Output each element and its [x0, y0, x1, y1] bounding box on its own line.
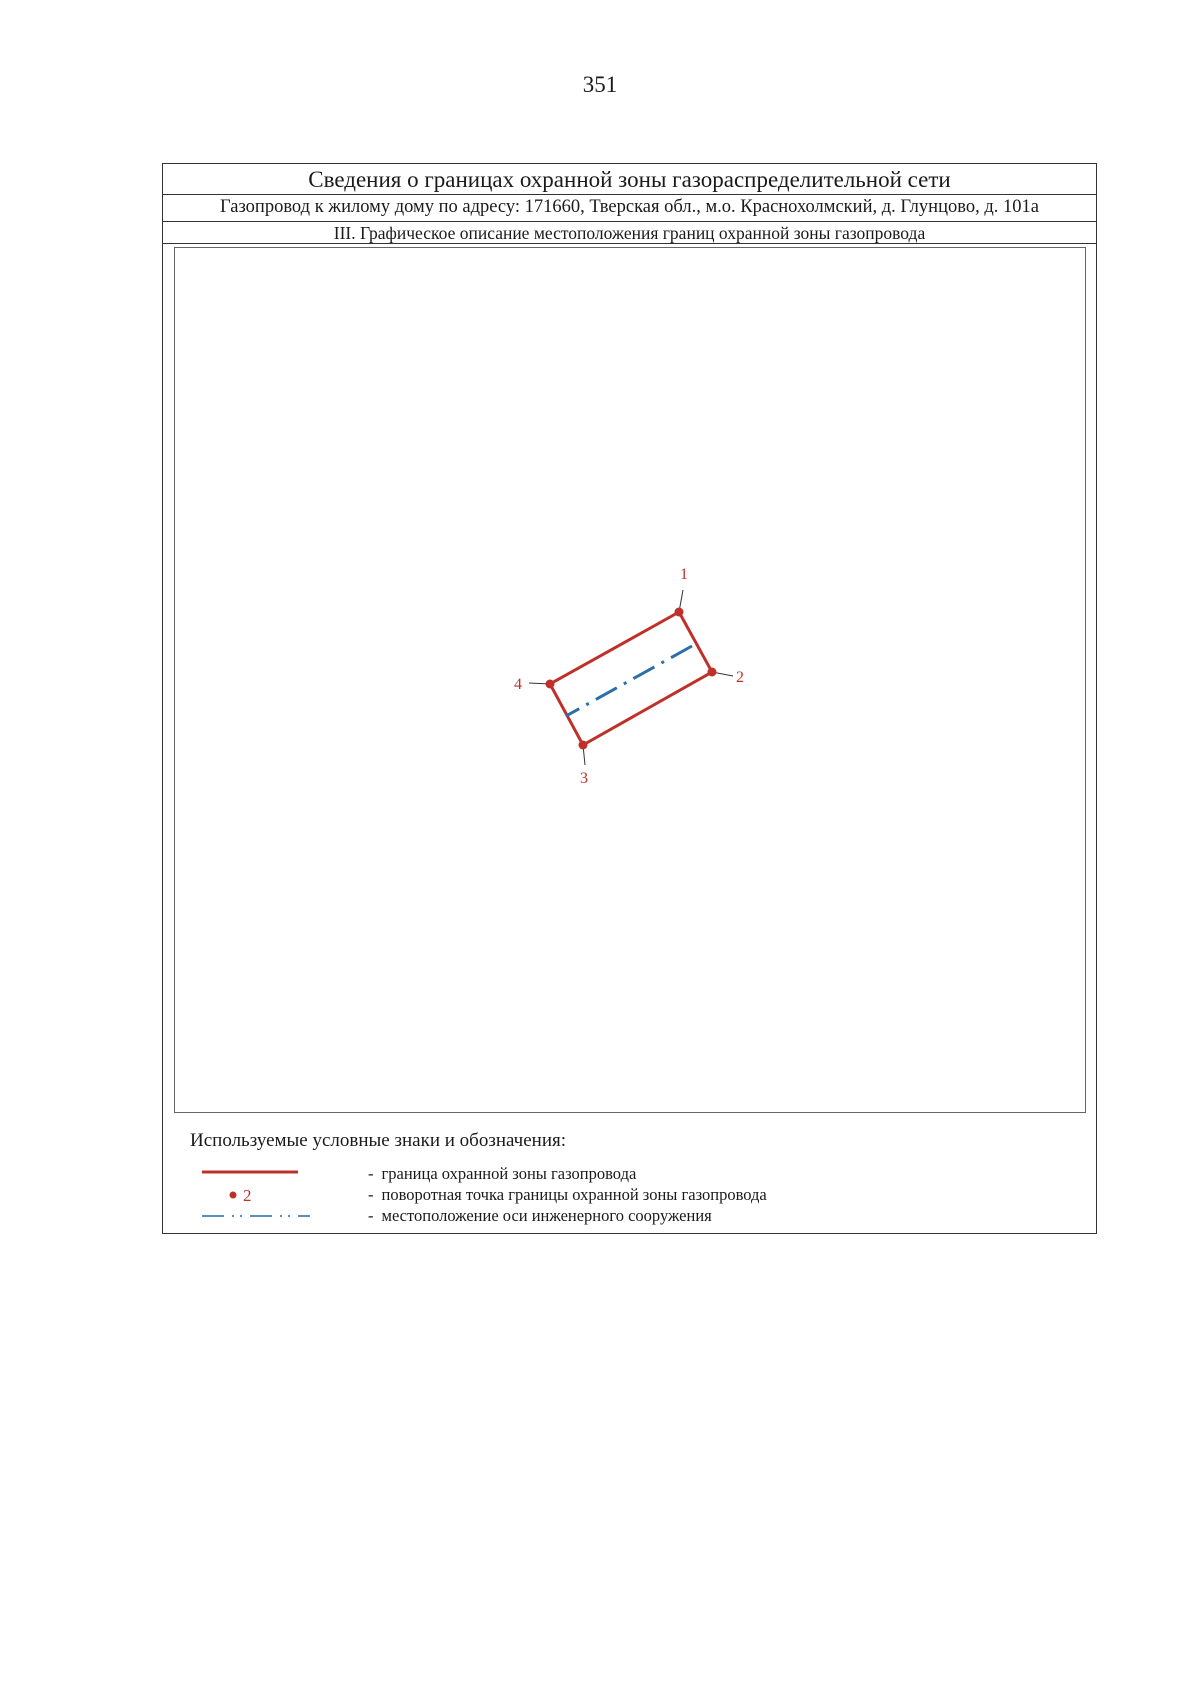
legend-title: Используемые условные знаки и обозначения:: [190, 1130, 567, 1151]
point-label-1: 1: [680, 566, 688, 583]
protection-zone-boundary: [550, 612, 712, 745]
document-sheet: [162, 163, 1097, 1234]
turning-point-4: [546, 680, 555, 689]
axis-line-symbol: [200, 1206, 310, 1226]
page-number: 351: [582, 72, 618, 97]
legend-item-turning-point: 2 - поворотная точка границы охранной зоны газопровода: [190, 1185, 1070, 1205]
turning-point-symbol-label: 2: [243, 1186, 252, 1205]
legend-text-turning-point: поворотная точка границы охранной зоны газопровода: [381, 1185, 767, 1204]
map-frame: [174, 247, 1086, 1113]
turning-point-1: [675, 608, 684, 617]
point-label-4: 4: [514, 676, 522, 693]
map-drawing: [175, 248, 1085, 1112]
boundary-line-symbol: [200, 1164, 310, 1184]
turning-point-symbol: [200, 1185, 310, 1205]
point-label-2: 2: [736, 669, 744, 686]
document-title: Сведения о границах охранной зоны газораспределительной сети: [163, 164, 1096, 195]
engineering-axis-line: [566, 646, 692, 716]
legend-text-axis: местоположение оси инженерного сооружения: [381, 1206, 712, 1225]
legend-text-boundary: границa охранной зоны газопровода: [381, 1164, 637, 1183]
turning-point-2: [708, 668, 717, 677]
legend-item-boundary: - границa охранной зоны газопровода: [190, 1164, 1070, 1184]
section-heading: III. Графическое описание местоположения границ охранной зоны газопровода: [163, 221, 1096, 244]
turning-point-3: [579, 741, 588, 750]
point-label-3: 3: [580, 770, 588, 787]
legend-item-axis: - местоположение оси инженерного сооружения: [190, 1206, 1070, 1226]
object-address: Газопровод к жилому дому по адресу: 171660, Тверская обл., м.о. Краснохолмский, д. Глунцово, д. 101а: [163, 194, 1096, 222]
